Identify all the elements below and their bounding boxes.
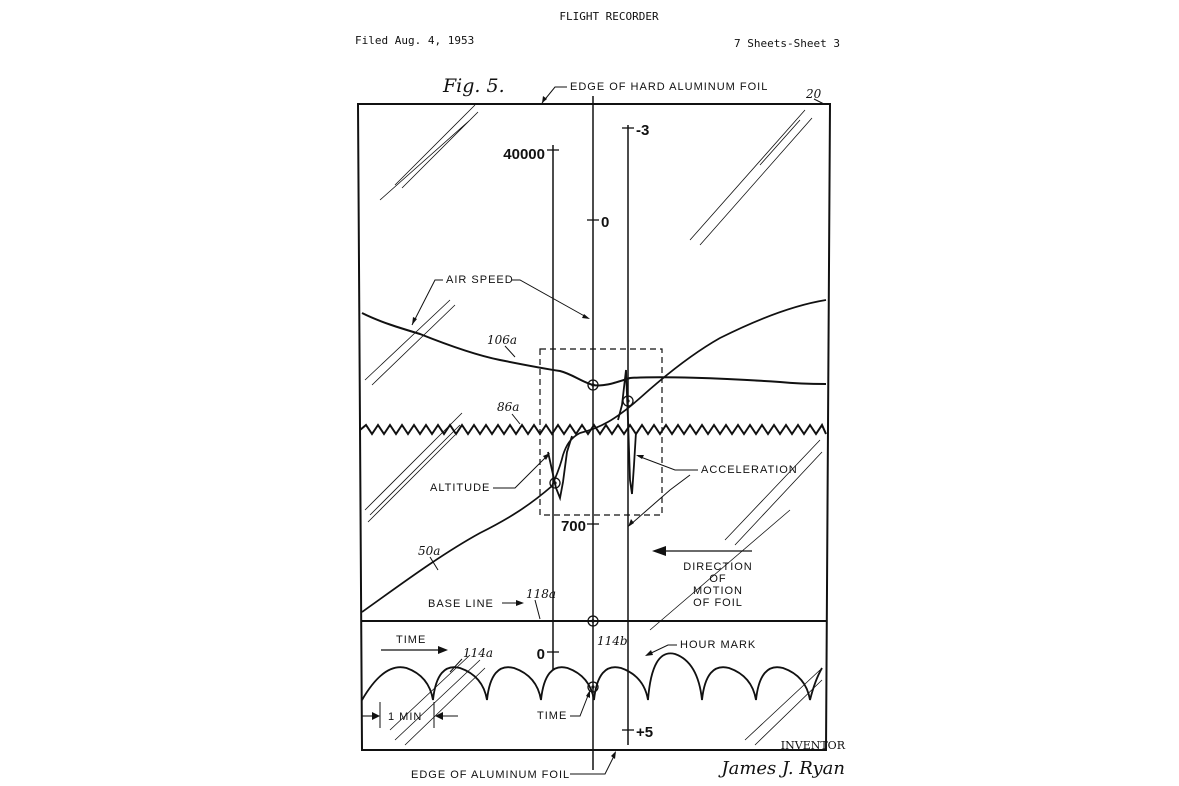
- ref-114a: 114a: [463, 646, 494, 660]
- hour-mark-label: HOUR MARK: [680, 639, 757, 651]
- aluminum-foil-outline: [358, 104, 830, 750]
- edge-hard-foil-label: EDGE OF HARD ALUMINUM FOIL: [570, 81, 769, 93]
- inventor-label: INVENTOR: [780, 739, 845, 752]
- ref-106a-leader: [505, 346, 515, 357]
- sheet-number: 7 Sheets-Sheet 3: [734, 37, 840, 50]
- time-trace: [362, 653, 822, 700]
- acceleration-leader-lower: [630, 475, 690, 525]
- ref-86a-leader: [512, 414, 520, 424]
- inventor-signature: James J. Ryan: [721, 758, 845, 779]
- altitude-scale-bottom: 0: [536, 646, 545, 663]
- ref-114b: 114b: [597, 634, 628, 648]
- ref-foil: 20: [806, 87, 822, 101]
- acceleration-scale-top: -3: [636, 122, 650, 139]
- ref-50a: 50a: [418, 544, 441, 558]
- direction-label-line4: OF FOIL: [693, 597, 743, 609]
- air-speed-leader-left: [412, 280, 443, 325]
- ref-118a-leader: [535, 600, 540, 619]
- time-direction-label: TIME: [396, 634, 427, 646]
- acceleration-label: ACCELERATION: [701, 464, 798, 476]
- time-arrowhead: [438, 646, 448, 654]
- airspeed-scale-bottom: 700: [560, 518, 586, 535]
- base-line-arrowhead: [516, 600, 524, 606]
- airspeed-scale-top: 0: [601, 214, 610, 231]
- altitude-scale-top: 40000: [503, 146, 545, 163]
- altitude-trace: [362, 300, 826, 612]
- acceleration-leader-upper: [638, 456, 698, 470]
- filed-date: Filed Aug. 4, 1953: [355, 34, 475, 47]
- edge-foil-arrowhead: [611, 751, 616, 759]
- one-min-label: 1 MIN: [388, 711, 423, 723]
- air-speed-leader-right: [512, 280, 588, 318]
- ref-114a-leader: [450, 659, 462, 672]
- acceleration-scale-bottom: +5: [636, 724, 654, 741]
- acceleration-spike-right: [618, 370, 636, 494]
- edge-hard-foil-leader: [542, 87, 567, 103]
- direction-label-line2: OF: [709, 573, 727, 585]
- direction-label-line1: DIRECTION: [683, 561, 753, 573]
- time-mark-label: TIME: [537, 710, 568, 722]
- time-mark-arrowhead: [586, 690, 590, 698]
- edge-foil-label: EDGE OF ALUMINUM FOIL: [411, 769, 571, 781]
- ref-106a: 106a: [487, 333, 518, 347]
- air-speed-label: AIR SPEED: [446, 274, 514, 286]
- ref-118a: 118a: [526, 587, 557, 601]
- altitude-label: ALTITUDE: [430, 482, 491, 494]
- acceleration-arrowhead-lower: [628, 519, 634, 527]
- air-speed-arrowhead-left: [412, 317, 417, 325]
- patent-title: FLIGHT RECORDER: [559, 10, 659, 23]
- ref-86a: 86a: [497, 400, 520, 414]
- figure-label: Fig. 5.: [443, 75, 505, 97]
- one-min-arrowhead-left: [372, 712, 380, 720]
- base-line-label: BASE LINE: [428, 598, 494, 610]
- direction-arrowhead: [652, 546, 666, 556]
- direction-label-line3: MOTION: [693, 585, 743, 597]
- time-mark-leader: [570, 693, 589, 716]
- hour-mark-arrowhead: [645, 650, 653, 656]
- one-min-arrowhead-right: [435, 712, 443, 720]
- acceleration-arrowhead-upper: [636, 455, 644, 459]
